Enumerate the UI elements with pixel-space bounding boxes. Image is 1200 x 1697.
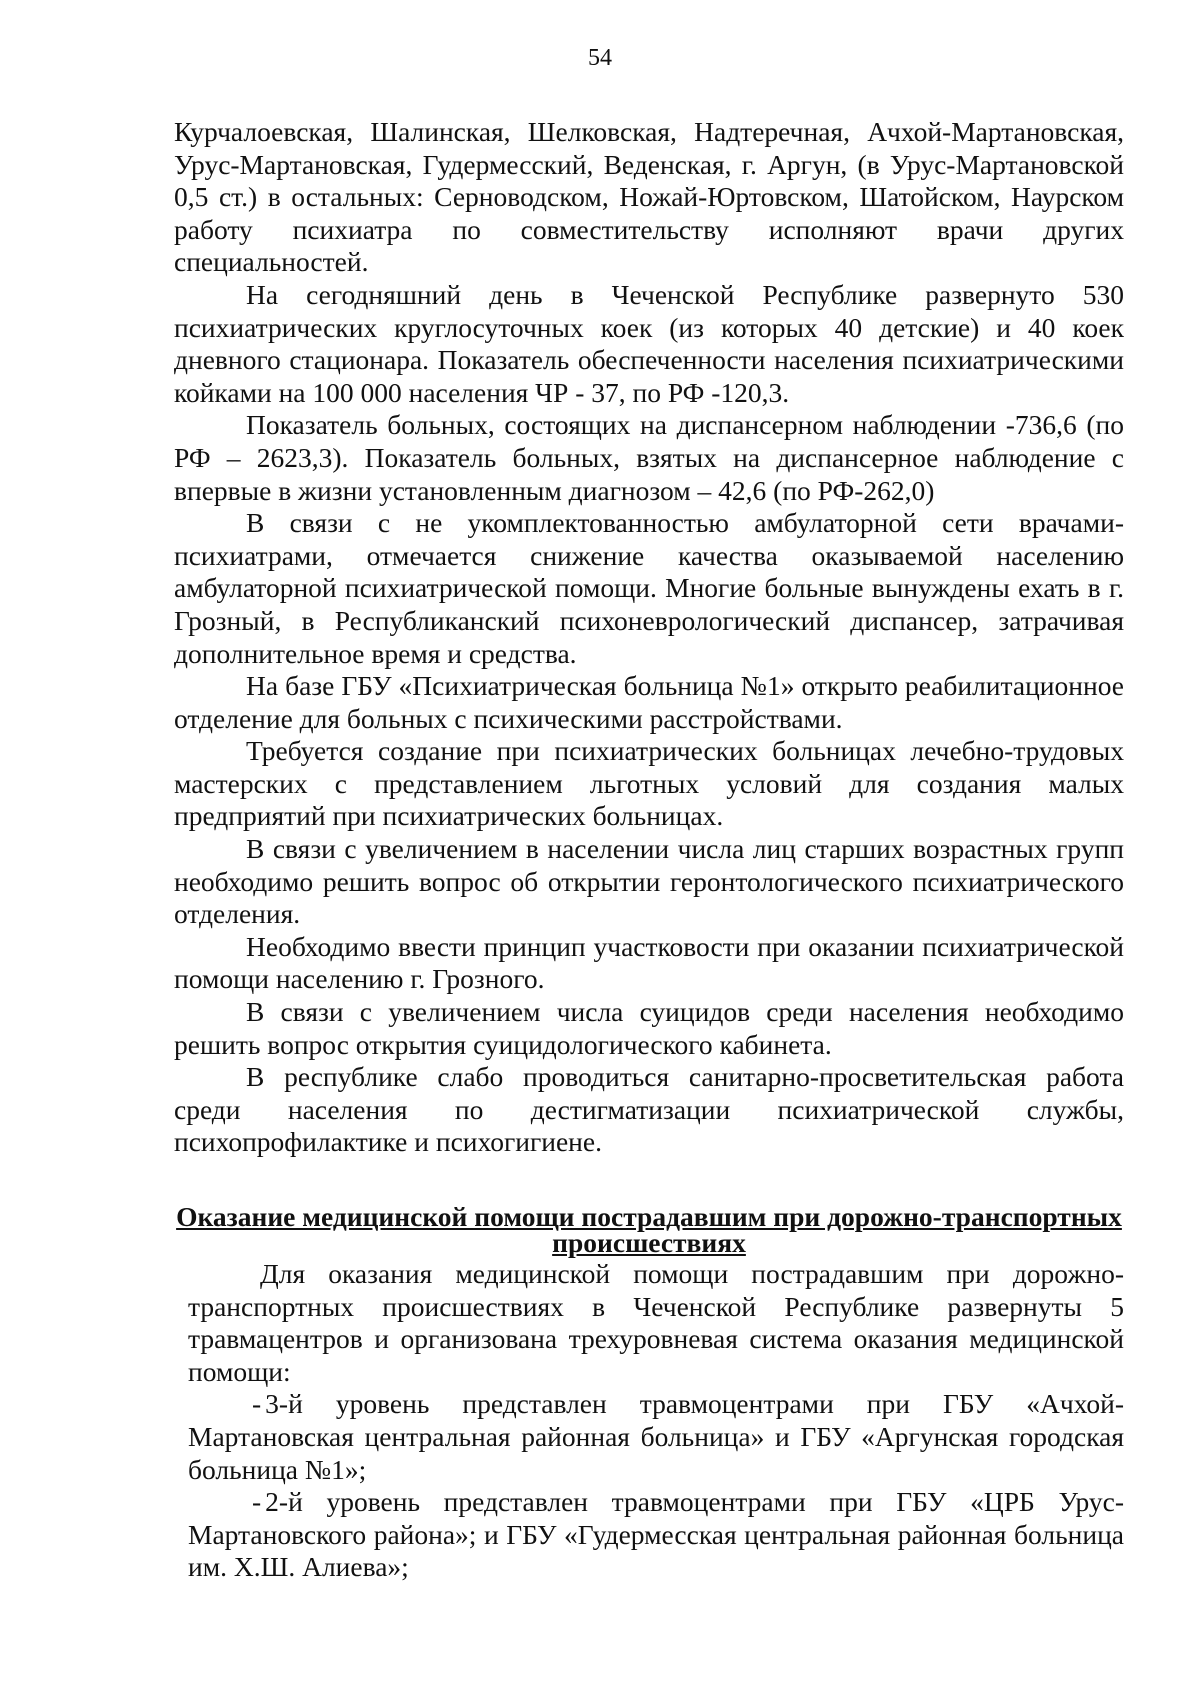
list-dash: - — [252, 1486, 262, 1518]
paragraph-staffing: В связи с не укомплектованностью амбулаторной сети врачами-психиатрами, отмечается снижение качества оказываемой населению амбулаторной психиатрической помощи. Многие больные вынуждены ехать в г. Грозный, в Республиканский психоневрологический диспансер, затрачивая дополнительное время и средства. — [174, 507, 1124, 669]
paragraph-continuation: Курчалоевская, Шалинская, Шелковская, Надтеречная, Ачхой-Мартановская, Урус-Мартановская, Гудермесский, Веденская, г. Аргун, (в Урус-Мартановской 0,5 ст.) в остальных: Серноводском, Ножай-Юртовском, Шатойском, Наурском работу психиатра по совместительству исполняют врачи других специальностей. — [174, 116, 1124, 278]
section-heading: Оказание медицинской помощи пострадавшим при дорожно-транспортных происшествиях — [176, 1201, 1122, 1258]
section-intro: Для оказания медицинской помощи пострадавшим при дорожно-транспортных происшествиях в Чеченской Республике развернуты 5 травмацентров и организована трехуровневая система оказания медицинской помощи: — [188, 1258, 1124, 1387]
paragraph-suicidology: В связи с увеличением числа суицидов среди населения необходимо решить вопрос открытия суицидологического кабинета. — [174, 996, 1124, 1060]
body-text — [174, 116, 1124, 1159]
paragraph-workshops: Требуется создание при психиатрических больницах лечебно-трудовых мастерских с представлением льготных условий для создания малых предприятий при психиатрических больницах. — [174, 735, 1124, 832]
paragraph-bed-capacity: На сегодняшний день в Чеченской Республике развернуто 530 психиатрических круглосуточных коек (из которых 40 детские) и 40 коек дневного стационара. Показатель обеспеченности населения психиатрическими койками на 100 000 населения ЧР - 37, по РФ -120,3. — [174, 278, 1124, 408]
list-item-text: 2-й уровень представлен травмоцентрами при ГБУ «ЦРБ Урус-Мартановского района»; и ГБУ «Гудермесская центральная районная больница им. Х.Ш. Алиева»; — [188, 1486, 1124, 1583]
list-item-text: 3-й уровень представлен травмоцентрами при ГБУ «Ачхой-Мартановская центральная районная больница» и ГБУ «Аргунская городская больница №1»; — [188, 1388, 1124, 1485]
section-body — [188, 1258, 1124, 1584]
list-item — [188, 1486, 1124, 1584]
paragraph-rehab-unit: На базе ГБУ «Психиатрическая больница №1» открыто реабилитационное отделение для больных с психическими расстройствами. — [174, 670, 1124, 734]
list-dash: - — [252, 1388, 262, 1420]
paragraph-dispensary-stats: Показатель больных, состоящих на диспансерном наблюдении -736,6 (по РФ – 2623,3). Показатель больных, взятых на диспансерное наблюдение с впервые в жизни установленным диагнозом – 42,6 (по РФ-262,0) — [174, 409, 1124, 506]
list-item — [188, 1388, 1124, 1486]
paragraph-gerontology: В связи с увеличением в населении числа лиц старших возрастных групп необходимо решить вопрос об открытии геронтологического психиатрического отделения. — [174, 833, 1124, 930]
page-number: 54 — [588, 45, 612, 71]
paragraph-district-principle: Необходимо ввести принцип участковости при оказании психиатрической помощи населению г. Грозного. — [174, 930, 1124, 995]
paragraph-education: В республике слабо проводиться санитарно-просветительская работа среди населения по дестигматизации психиатрической службы, психопрофилактике и психогигиене. — [174, 1061, 1124, 1158]
